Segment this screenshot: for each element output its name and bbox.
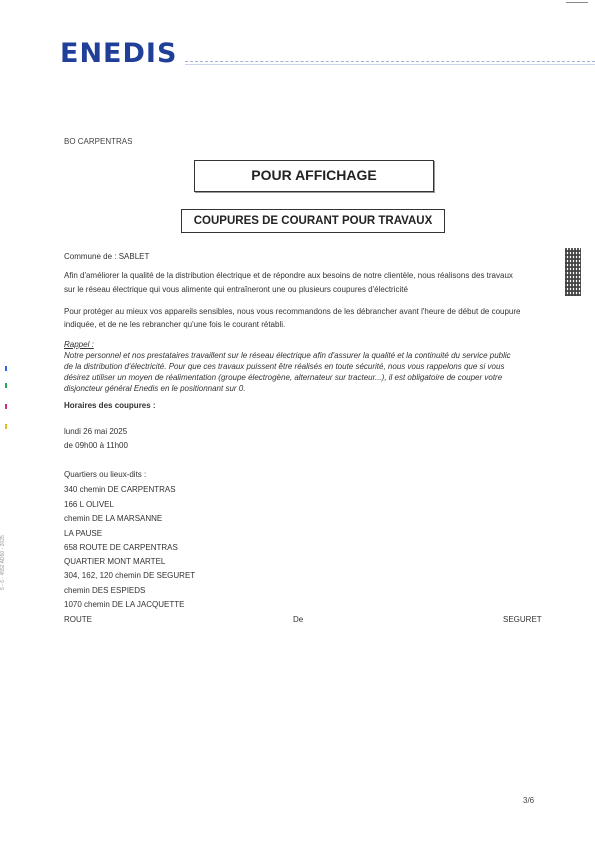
header-divider	[185, 61, 595, 62]
schedule-date: lundi 26 mai 2025	[64, 427, 128, 436]
pour-affichage-box	[194, 160, 434, 192]
quartier-item: 1070 chemin DE LA JACQUETTE	[64, 600, 185, 609]
commune-line: Commune de : SABLET	[64, 252, 150, 261]
intro-line-2: sur le réseau électrique qui vous alimente qui entraîneront une ou plusieurs coupures d'électricité	[64, 285, 408, 294]
quartier-item: chemin DES ESPIEDS	[64, 586, 146, 595]
edge-mark-yellow	[5, 424, 7, 429]
quartier-item: LA PAUSE	[64, 529, 103, 538]
quartier-item: QUARTIER MONT MARTEL	[64, 557, 166, 566]
page-number: 3/6	[523, 796, 535, 805]
rappel-line-4: disjoncteur général Enedis en le positionnant sur 0.	[64, 384, 246, 393]
quartier-item: chemin DE LA MARSANNE	[64, 514, 163, 523]
rappel-line-3: désirez utiliser un moyen de réalimentation (groupe électrogène, alternateur sur tracteur...), il est obligatoire de couper votre	[64, 373, 503, 382]
agency-label: BO CARPENTRAS	[64, 137, 133, 146]
coupures-box	[181, 209, 445, 233]
quartiers-heading: Quartiers ou lieux-dits :	[64, 470, 147, 479]
intro-line-1: Afin d'améliorer la qualité de la distribution électrique et de répondre aux besoins de notre clientèle, nous réalisons des travaux	[64, 271, 513, 280]
corner-mark	[566, 2, 588, 3]
protect-line-2: indiquée, et de ne les rebrancher qu'une fois le courant rétabli.	[64, 320, 286, 329]
quartier-item: 340 chemin DE CARPENTRAS	[64, 485, 176, 494]
qr-code	[565, 248, 581, 296]
rappel-line-2: de la distribution d'électricité. Pour que ces travaux puissent être réalisés en toute sécurité, nous vous rappelons que si vous	[64, 362, 505, 371]
quartier-item: 304, 162, 120 chemin DE SEGURET	[64, 571, 196, 580]
enedis-logo: ENEDIS	[60, 38, 178, 69]
route-from-label: De	[293, 615, 304, 624]
route-destination: SEGURET	[503, 615, 542, 624]
quartier-item: 658 ROUTE DE CARPENTRAS	[64, 543, 178, 552]
edge-mark-green	[5, 383, 7, 388]
edge-mark-blue	[5, 366, 7, 371]
schedule-time: de 09h00 à 11h00	[64, 441, 128, 450]
protect-line-1: Pour protéger au mieux vos appareils sensibles, nous vous recommandons de les débrancher avant l'heure de début de coupure	[64, 307, 521, 316]
coupures-title: COUPURES DE COURANT POUR TRAVAUX	[193, 215, 433, 227]
route-label: ROUTE	[64, 615, 92, 624]
rappel-heading: Rappel :	[64, 340, 94, 349]
edge-reference-text: 5 - 6 - 4552 AD50 - 2025	[0, 535, 6, 590]
edge-mark-magenta	[5, 404, 7, 409]
header-divider-underline	[185, 64, 595, 65]
quartier-item: 166 L OLIVEL	[64, 500, 114, 509]
pour-affichage-title: POUR AFFICHAGE	[251, 167, 377, 183]
rappel-line-1: Notre personnel et nos prestataires travaillent sur le réseau électrique afin d'assurer la qualité et la continuité du service public	[64, 351, 511, 360]
horaires-heading: Horaires des coupures :	[64, 401, 156, 410]
